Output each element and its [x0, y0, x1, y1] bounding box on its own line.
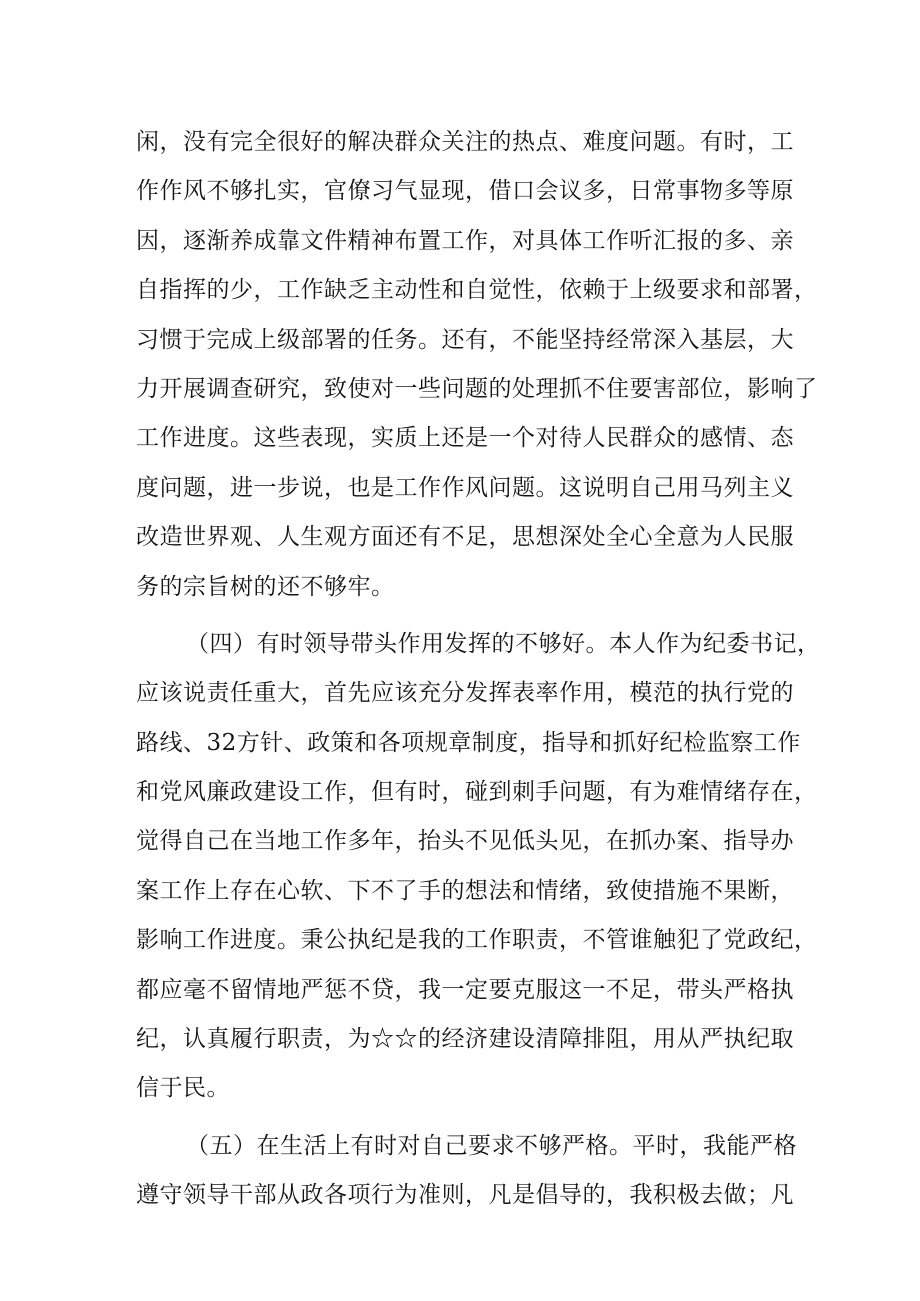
paragraph-gap: [136, 1114, 792, 1122]
text-line: 作作风不够扎实，官僚习气显现，借口会议多，日常事物多等原: [136, 178, 794, 205]
text-line: 因，逐渐养成靠文件精神布置工作，对具体工作听汇报的多、亲: [136, 227, 794, 254]
text-line: 自指挥的少，工作缺乏主动性和自觉性，依赖于上级要求和部署，: [136, 277, 818, 304]
text-line: 应该说责任重大，首先应该充分发挥表率作用，模范的执行党的: [136, 680, 794, 707]
text-line: 改造世界观、人生观方面还有不足，思想深处全心全意为人民服: [136, 524, 794, 551]
text-line: 和党风廉政建设工作，但有时，碰到刺手问题，有为难情绪存在，: [136, 779, 818, 806]
text-line: 路线、32方针、政策和各项规章制度，指导和抓好纪检监察工作: [136, 729, 801, 756]
text-line: （五）在生活上有时对自己要求不够严格。平时，我能严格: [186, 1132, 797, 1159]
text-line: 信于民。: [136, 1075, 230, 1102]
text-line: 纪，认真履行职责，为☆☆的经济建设清障排阻，用从严执纪取: [136, 1026, 794, 1053]
text-line: （四）有时领导带头作用发挥的不够好。本人作为纪委书记，: [186, 630, 821, 657]
text-line: 度问题，进一步说，也是工作作风问题。这说明自己用马列主义: [136, 474, 794, 501]
text-line: 案工作上存在心软、下不了手的想法和情绪，致使措施不果断，: [136, 877, 794, 904]
text-line: 闲，没有完全很好的解决群众关注的热点、难度问题。有时，工: [136, 129, 794, 155]
paragraph-gap: [136, 612, 792, 620]
text-line: 影响工作进度。秉公执纪是我的工作职责，不管谁触犯了党政纪，: [136, 927, 818, 954]
text-line: 觉得自己在当地工作多年，抬头不见低头见，在抓办案、指导办: [136, 828, 794, 855]
paragraph: [136, 118, 818, 612]
text-line: 遵守领导干部从政各项行为准则，凡是倡导的，我积极去做；凡: [136, 1182, 794, 1209]
text-line: 习惯于完成上级部署的任务。还有，不能坚持经常深入基层，大: [136, 326, 794, 353]
paragraph: [136, 620, 821, 1114]
text-line: 都应毫不留情地严惩不贷，我一定要克服这一不足，带头严格执: [136, 976, 794, 1003]
document-body: [136, 118, 821, 1221]
text-line: 工作进度。这些表现，实质上还是一个对待人民群众的感情、态: [136, 425, 794, 452]
paragraph: [136, 1122, 797, 1221]
text-line: 力开展调查研究，致使对一些问题的处理抓不住要害部位，影响了: [136, 375, 818, 402]
text-line: 务的宗旨树的还不够牢。: [136, 573, 395, 600]
